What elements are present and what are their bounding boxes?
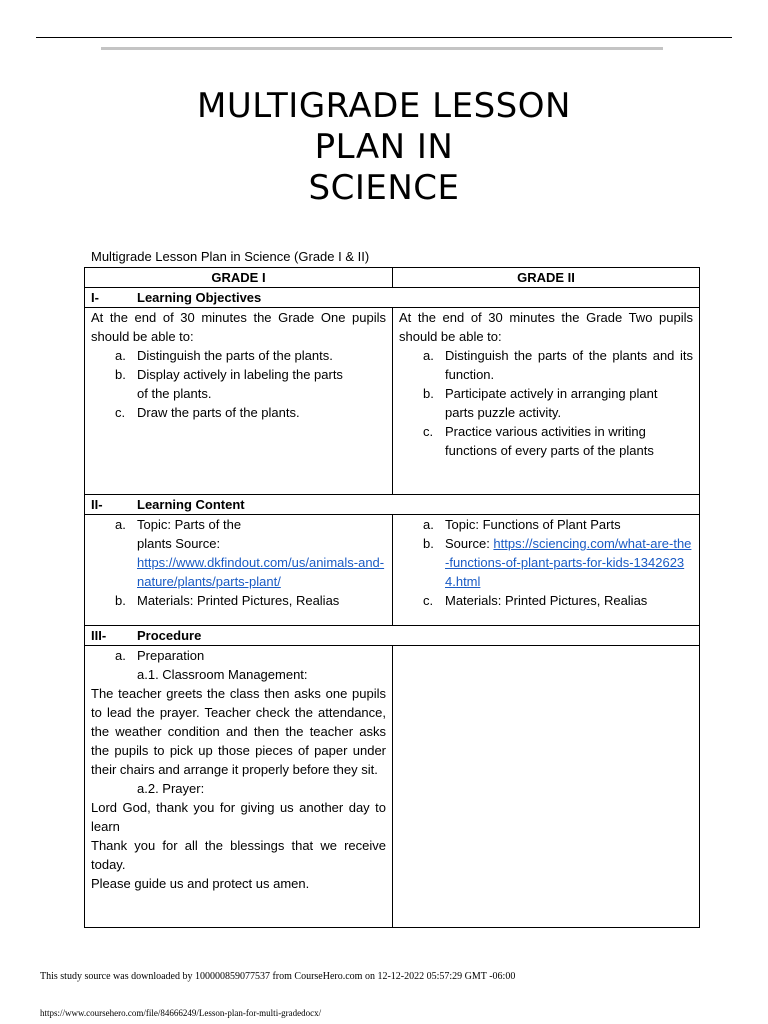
procedure-grade-1 (85, 646, 393, 928)
procedure-list (91, 646, 386, 665)
title-line-3: SCIENCE (308, 168, 460, 208)
objectives-grade-2 (393, 308, 700, 495)
title-line-1: MULTIGRADE LESSON (197, 86, 571, 126)
content-grade-1 (85, 515, 393, 626)
source-link[interactable]: https://sciencing.com/what-are-the-functions-of-plant-parts-for-kids-13426234.html (445, 536, 692, 589)
objectives-intro: At the end of 30 minutes the Grade Two pupils should be able to: (399, 310, 693, 344)
section-row-procedure (85, 626, 700, 646)
list-item: b. Participate actively in arranging plant parts puzzle activity. (423, 386, 658, 420)
content-list (91, 515, 386, 610)
prayer-heading: a.2. Prayer: (137, 781, 205, 796)
content-grade-2 (393, 515, 700, 626)
prayer-line: Please guide us and protect us amen. (91, 876, 310, 891)
content-row (85, 515, 700, 626)
topic-text: Topic: Parts of the plants Source: (137, 517, 242, 551)
objectives-grade-1 (85, 308, 393, 495)
table-header-row (85, 268, 700, 288)
section-label: Procedure (137, 628, 202, 643)
source-url[interactable]: https://www.coursehero.com/file/84666249/Lesson-plan-for-multi-gradedocx/ (40, 1008, 322, 1018)
list-item: a. Preparation (115, 648, 205, 663)
list-item: c. Practice various activities in writing functions of every parts of the plants (423, 424, 654, 458)
classroom-management-text: The teacher greets the class then asks one pupils to lead the prayer. Teacher check the attendance, the weather condition and then the teacher asks the pupils to pick up those pieces of paper under their chairs and arrange it properly before they sit. (91, 686, 386, 777)
list-item: a. Topic: Parts of the plants Source: https://www.dkfindout.com/us/animals-and-nature/plants/parts-plant/ (115, 517, 385, 589)
section-number: II- (91, 497, 103, 512)
table-caption: Multigrade Lesson Plan in Science (Grade I & II) (91, 249, 370, 264)
objectives-list (91, 346, 386, 422)
list-item: b. Materials: Printed Pictures, Realias (115, 593, 340, 608)
title-line-2: PLAN IN (314, 127, 454, 167)
section-row-content (85, 495, 700, 515)
procedure-row (85, 646, 700, 928)
section-label: Learning Content (137, 497, 245, 512)
objectives-intro: At the end of 30 minutes the Grade One pupils should be able to: (91, 310, 386, 344)
document-title (84, 86, 684, 209)
header-bar (101, 47, 663, 50)
list-item: a. Topic: Functions of Plant Parts (423, 517, 621, 532)
section-heading-content (85, 495, 700, 515)
lesson-plan-table (84, 267, 700, 928)
section-number: I- (91, 290, 99, 305)
list-item: b. Source: https://sciencing.com/what-are-the-functions-of-plant-parts-for-kids-13426234.html (423, 536, 692, 589)
prayer-line: Thank you for all the blessings that we receive today. (91, 838, 386, 872)
list-item: c. Draw the parts of the plants. (115, 405, 300, 420)
list-item: a. Distinguish the parts of the plants and its function. (423, 348, 693, 382)
top-rule (36, 37, 732, 38)
list-item: a. Distinguish the parts of the plants. (115, 348, 333, 363)
section-heading-objectives (85, 288, 700, 308)
objectives-list (399, 346, 693, 460)
download-notice: This study source was downloaded by 100000859077537 from CourseHero.com on 12-12-2022 05:57:29 GMT -06:00 (40, 971, 516, 982)
source-link[interactable]: https://www.dkfindout.com/us/animals-and-nature/plants/parts-plant/ (137, 555, 385, 589)
list-item: c. Materials: Printed Pictures, Realias (423, 593, 648, 608)
objectives-row (85, 308, 700, 495)
prayer-line: Lord God, thank you for giving us another day to learn (91, 800, 386, 834)
list-item: b. Display actively in labeling the parts of the plants. (115, 367, 343, 401)
section-heading-procedure (85, 626, 700, 646)
source-label: Source: (445, 536, 494, 551)
section-number: III- (91, 628, 107, 643)
procedure-grade-2 (393, 646, 700, 928)
header-grade-1: GRADE I (85, 268, 393, 288)
classroom-management-heading: a.1. Classroom Management: (137, 667, 308, 682)
header-grade-2: GRADE II (393, 268, 700, 288)
content-list (399, 515, 693, 610)
section-row-objectives (85, 288, 700, 308)
section-label: Learning Objectives (137, 290, 262, 305)
